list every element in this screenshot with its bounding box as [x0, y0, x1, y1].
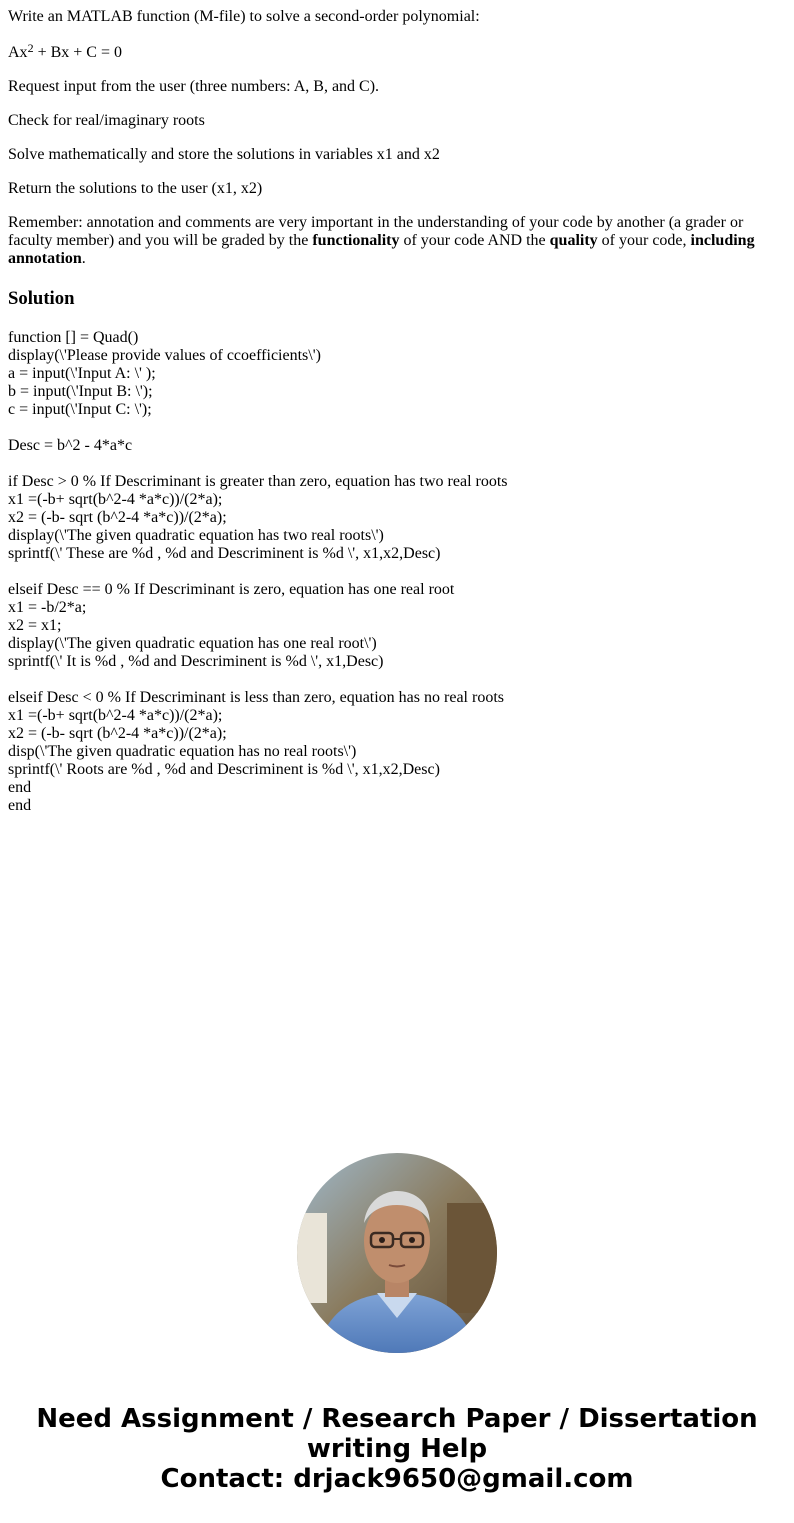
- code-line: x1 =(-b+ sqrt(b^2-4 *a*c))/(2*a);: [8, 491, 223, 508]
- author-avatar: [297, 1153, 497, 1353]
- code-line: function [] = Quad(): [8, 329, 139, 346]
- question-remember-note: Remember: annotation and comments are very important in the understanding of your code by another (a grader or faculty member) and you will be graded by the functionality of your code AND the quality of your code, including annotation.: [8, 214, 755, 267]
- document-body: [8, 0, 786, 815]
- code-line: x2 = (-b- sqrt (b^2-4 *a*c))/(2*a);: [8, 509, 227, 526]
- emphasis-quality: quality: [549, 232, 598, 249]
- code-line: disp(\'The given quadratic equation has no real roots\'): [8, 743, 357, 760]
- question-step-input: Request input from the user (three numbers: A, B, and C).: [8, 78, 380, 95]
- code-line: [8, 419, 786, 437]
- question-step-check: Check for real/imaginary roots: [8, 112, 205, 129]
- code-line: x2 = (-b- sqrt (b^2-4 *a*c))/(2*a);: [8, 725, 227, 742]
- code-line: if Desc > 0 % If Descriminant is greater than zero, equation has two real roots: [8, 473, 508, 490]
- code-line: display(\'The given quadratic equation has one real root\'): [8, 635, 377, 652]
- equation-rest: + Bx + C = 0: [33, 44, 122, 61]
- code-line: elseif Desc == 0 % If Descriminant is zero, equation has one real root: [8, 581, 455, 598]
- promo-banner: [0, 1404, 794, 1494]
- solution-code-block: [8, 329, 786, 815]
- emphasis-annotation: including annotation: [8, 232, 755, 267]
- promo-line-2: writing Help: [306, 1434, 488, 1464]
- emphasis-functionality: functionality: [312, 232, 400, 249]
- code-line: sprintf(\' Roots are %d , %d and Descriminent is %d \', x1,x2,Desc): [8, 761, 440, 778]
- question-step-return: Return the solutions to the user (x1, x2): [8, 180, 263, 197]
- question-step-solve: Solve mathematically and store the solutions in variables x1 and x2: [8, 146, 440, 163]
- code-line: x2 = x1;: [8, 617, 62, 634]
- promo-contact: Contact: drjack9650@gmail.com: [160, 1464, 634, 1494]
- code-line: x1 = -b/2*a;: [8, 599, 87, 616]
- solution-heading: Solution: [8, 288, 75, 309]
- equation: [8, 41, 786, 62]
- question-intro: Write an MATLAB function (M-file) to solve a second-order polynomial:: [8, 8, 480, 25]
- code-line: display(\'The given quadratic equation has two real roots\'): [8, 527, 384, 544]
- code-line: display(\'Please provide values of ccoefficients\'): [8, 347, 321, 364]
- code-line: sprintf(\' These are %d , %d and Descriminent is %d \', x1,x2,Desc): [8, 545, 441, 562]
- code-line: [8, 455, 786, 473]
- equation-term-a: Ax: [8, 44, 28, 61]
- code-line: a = input(\'Input A: \' );: [8, 365, 156, 382]
- equation-exponent: 2: [27, 41, 34, 55]
- code-line: x1 =(-b+ sqrt(b^2-4 *a*c))/(2*a);: [8, 707, 223, 724]
- promo-line-1: Need Assignment / Research Paper / Dissertation: [36, 1404, 758, 1434]
- code-line: b = input(\'Input B: \');: [8, 383, 153, 400]
- code-line: end: [8, 779, 32, 796]
- code-line: [8, 671, 786, 689]
- code-line: end: [8, 797, 32, 814]
- code-line: c = input(\'Input C: \');: [8, 401, 152, 418]
- code-line: [8, 563, 786, 581]
- code-line: sprintf(\' It is %d , %d and Descriminent is %d \', x1,Desc): [8, 653, 384, 670]
- code-line: elseif Desc < 0 % If Descriminant is less than zero, equation has no real roots: [8, 689, 504, 706]
- code-line: Desc = b^2 - 4*a*c: [8, 437, 133, 454]
